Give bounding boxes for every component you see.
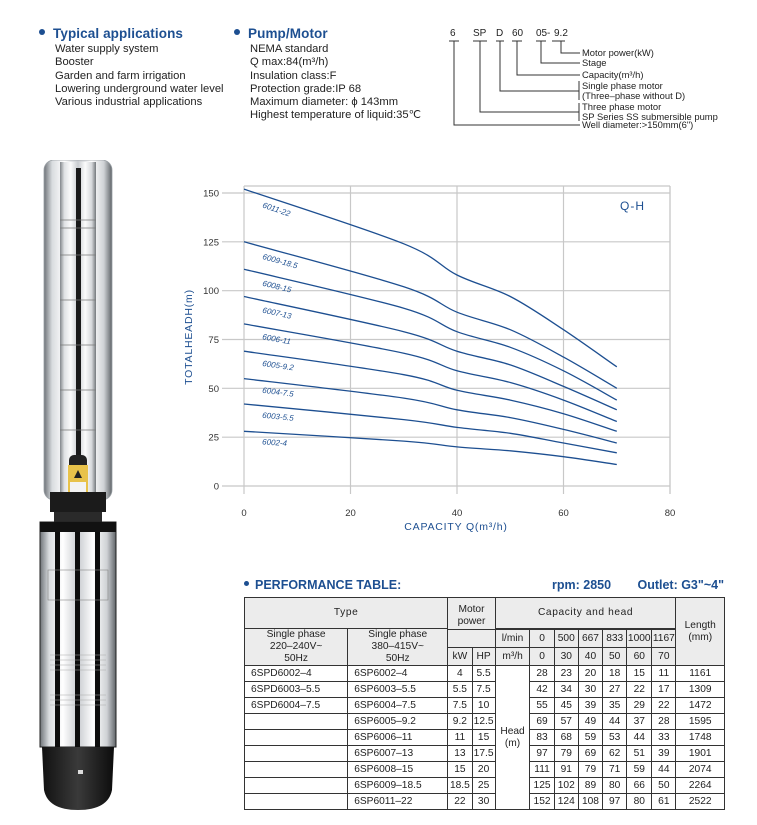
model-single-phase-220 xyxy=(245,714,348,730)
head-value: 23 xyxy=(554,666,578,682)
header-single-phase-220 xyxy=(245,629,348,666)
applications-title-text: Typical applications xyxy=(53,26,184,41)
code-token-well-diameter: 6 xyxy=(450,28,456,39)
spec-item: Protection grade:IP 68 xyxy=(250,82,362,95)
header-lmin-value: 667 xyxy=(578,630,602,648)
performance-table xyxy=(244,597,725,810)
model-single-phase-380: 6SP6006–11 xyxy=(348,730,448,746)
ticks xyxy=(203,189,675,520)
desc-line: Single phase motor xyxy=(582,80,663,91)
y-tick-label: 150 xyxy=(203,188,219,200)
head-value: 62 xyxy=(603,746,627,762)
power-kw: 11 xyxy=(448,730,472,746)
x-tick-label: 40 xyxy=(451,508,463,519)
head-value: 69 xyxy=(578,746,602,762)
head-value: 91 xyxy=(554,762,578,778)
head-value: 97 xyxy=(603,794,627,810)
series-label: 6011-22 xyxy=(261,200,292,219)
code-desc-stage xyxy=(582,58,607,68)
spec-item: Insulation class:F xyxy=(250,69,337,82)
header-length xyxy=(676,598,725,666)
head-value: 59 xyxy=(578,730,602,746)
header-m3h-value: 0 xyxy=(530,648,554,666)
table-row xyxy=(245,698,725,714)
application-item: Garden and farm irrigation xyxy=(55,69,186,82)
head-value: 18 xyxy=(603,666,627,682)
model-single-phase-220 xyxy=(245,794,348,810)
head-value: 22 xyxy=(627,682,652,698)
head-value: 30 xyxy=(578,682,602,698)
table-row xyxy=(245,714,725,730)
power-hp: 30 xyxy=(472,794,495,810)
header-hp: HP xyxy=(472,648,495,666)
power-kw: 15 xyxy=(448,762,472,778)
pump-image xyxy=(28,160,128,820)
head-value: 49 xyxy=(578,714,602,730)
power-hp: 5.5 xyxy=(472,666,495,682)
desc-line: Motor power(kW) xyxy=(582,47,654,58)
head-value: 39 xyxy=(578,698,602,714)
model-single-phase-220 xyxy=(245,762,348,778)
motor-body xyxy=(40,522,116,747)
y-tick-label: 75 xyxy=(208,335,219,346)
series-label: 6009-18.5 xyxy=(261,252,299,271)
head-value: 152 xyxy=(530,794,554,810)
header-line: 50Hz xyxy=(385,653,410,664)
pump-motor-section xyxy=(234,26,421,123)
spec-item: Maximum diameter: ϕ 143mm xyxy=(250,96,399,109)
bullet-icon xyxy=(39,29,45,35)
head-value: 45 xyxy=(554,698,578,714)
header-line: 220–240V~ xyxy=(269,641,323,652)
head-value: 11 xyxy=(652,666,676,682)
applications-section xyxy=(39,26,224,109)
header-m3h-value: 70 xyxy=(652,648,676,666)
model-single-phase-380: 6SP6011–22 xyxy=(348,794,448,810)
spec-item: Q max:84(m³/h) xyxy=(250,56,329,69)
head-value: 44 xyxy=(603,714,627,730)
code-token-series: SP xyxy=(473,28,487,39)
pump-motor-list xyxy=(250,43,421,123)
pump-body xyxy=(44,160,112,500)
code-desc-capacity xyxy=(582,70,643,80)
head-unit-label xyxy=(495,666,530,810)
head-value: 50 xyxy=(652,778,676,794)
head-value: 34 xyxy=(554,682,578,698)
warning-label xyxy=(68,465,88,495)
y-axis-label: TOTALHEADH(m) xyxy=(183,289,195,385)
code-token-stage: 05 xyxy=(536,28,548,39)
series-line-6009-18.5 xyxy=(244,242,617,388)
performance-table-body xyxy=(245,666,725,810)
header-motor-power xyxy=(448,598,495,630)
head-value: 55 xyxy=(530,698,554,714)
header-kw: kW xyxy=(448,648,472,666)
header-capacity-head: Capacity and head xyxy=(495,598,676,629)
application-item: Booster xyxy=(55,56,94,69)
head-value: 80 xyxy=(627,794,652,810)
model-single-phase-380: 6SP6005–9.2 xyxy=(348,714,448,730)
head-value: 61 xyxy=(652,794,676,810)
y-tick-label: 100 xyxy=(203,286,219,298)
applications-list xyxy=(55,43,224,109)
head-value: 57 xyxy=(554,714,578,730)
table-row xyxy=(245,682,725,698)
head-value: 42 xyxy=(530,682,554,698)
head-value: 125 xyxy=(530,778,554,794)
code-desc-well-diameter xyxy=(582,120,693,130)
head-value: 44 xyxy=(652,762,676,778)
head-value: 20 xyxy=(578,666,602,682)
desc-line: Capacity(m³/h) xyxy=(582,69,644,80)
power-kw: 7.5 xyxy=(448,698,472,714)
series-label: 6007-13 xyxy=(261,305,293,321)
header-m3h-value: 30 xyxy=(554,648,578,666)
spec-item: NEMA standard xyxy=(250,43,329,55)
power-kw: 5.5 xyxy=(448,682,472,698)
code-token-capacity: 60 xyxy=(512,28,524,39)
length-value: 1472 xyxy=(676,698,725,714)
header-spacer xyxy=(448,630,495,648)
head-value: 111 xyxy=(530,762,554,778)
header-single-phase-380 xyxy=(348,629,448,666)
head-value: 69 xyxy=(530,714,554,730)
head-value: 124 xyxy=(554,794,578,810)
desc-line: SP Series SS submersible pump xyxy=(582,111,718,122)
head-value: 15 xyxy=(627,666,652,682)
table-row xyxy=(245,730,725,746)
code-desc-phase xyxy=(582,81,685,101)
power-kw: 13 xyxy=(448,746,472,762)
head-value: 59 xyxy=(627,762,652,778)
series-line-6007-13 xyxy=(244,297,617,410)
desc-line: Stage xyxy=(582,57,607,68)
head-value: 79 xyxy=(578,762,602,778)
model-single-phase-220: 6SPD6004–7.5 xyxy=(245,698,348,714)
header-line: Motor xyxy=(458,604,485,615)
table-row xyxy=(245,762,725,778)
head-value: 39 xyxy=(652,746,676,762)
table-row xyxy=(245,666,725,682)
head-value: 80 xyxy=(603,778,627,794)
series-line-6005-9.2 xyxy=(244,351,617,431)
desc-line: Well diameter:>150mm(6") xyxy=(582,119,694,130)
head-value: 33 xyxy=(652,730,676,746)
header-line: Single phase xyxy=(368,629,428,640)
application-item: Water supply system xyxy=(55,43,159,55)
bullet-icon xyxy=(244,581,249,586)
header-lmin-value: 1000 xyxy=(627,630,652,648)
code-token-dash: - xyxy=(547,28,551,39)
power-hp: 12.5 xyxy=(472,714,495,730)
model-single-phase-380: 6SP6002–4 xyxy=(348,666,448,682)
pump-motor-title xyxy=(234,26,421,41)
series-line-6002-4 xyxy=(244,431,617,464)
header-line: 380–415V~ xyxy=(371,641,424,652)
power-hp: 10 xyxy=(472,698,495,714)
length-value: 1309 xyxy=(676,682,725,698)
outlet-value: Outlet: G3"~4" xyxy=(637,578,724,592)
power-kw: 18.5 xyxy=(448,778,472,794)
head-value: 53 xyxy=(603,730,627,746)
head-value: 68 xyxy=(554,730,578,746)
x-tick-label: 80 xyxy=(664,508,676,519)
series-label: 6008-15 xyxy=(261,278,293,295)
model-single-phase-380: 6SP6008–15 xyxy=(348,762,448,778)
length-value: 1161 xyxy=(676,666,725,682)
length-value: 1901 xyxy=(676,746,725,762)
series-line-6008-15 xyxy=(244,269,617,400)
head-unit: (m) xyxy=(504,737,521,749)
header-lmin-value: 833 xyxy=(603,630,627,648)
performance-title-text: PERFORMANCE TABLE: xyxy=(255,578,402,592)
x-tick-label: 0 xyxy=(241,508,247,519)
series-label: 6003-5.5 xyxy=(261,410,295,423)
rpm-value: rpm: 2850 xyxy=(552,578,612,592)
y-tick-label: 50 xyxy=(208,383,219,395)
series-label: 6002-4 xyxy=(261,437,288,448)
power-hp: 20 xyxy=(472,762,495,778)
header-line: Length xyxy=(684,619,716,631)
head-value: 71 xyxy=(603,762,627,778)
y-tick-label: 0 xyxy=(213,481,219,493)
model-single-phase-220 xyxy=(245,778,348,794)
series-label: 6006-11 xyxy=(261,332,292,347)
header-m3h-value: 60 xyxy=(627,648,652,666)
series-label: 6004-7.5 xyxy=(261,385,295,399)
header-lmin-value: 0 xyxy=(530,630,554,648)
model-single-phase-220: 6SPD6002–4 xyxy=(245,666,348,682)
model-single-phase-380: 6SP6007–13 xyxy=(348,746,448,762)
application-item: Lowering underground water level xyxy=(55,82,224,95)
head-value: 108 xyxy=(578,794,602,810)
power-hp: 25 xyxy=(472,778,495,794)
y-tick-label: 25 xyxy=(208,432,219,444)
length-value: 1595 xyxy=(676,714,725,730)
performance-header xyxy=(244,578,724,596)
model-single-phase-380: 6SP6004–7.5 xyxy=(348,698,448,714)
performance-title xyxy=(244,578,401,592)
head-value: 17 xyxy=(652,682,676,698)
power-kw: 4 xyxy=(448,666,472,682)
applications-title xyxy=(39,26,224,41)
desc-line: Three phase motor xyxy=(582,101,662,112)
code-token-power: 9.2 xyxy=(554,28,568,39)
length-value: 2522 xyxy=(676,794,725,810)
header-line: power xyxy=(457,616,486,627)
table-header-row xyxy=(245,598,725,629)
length-value: 2074 xyxy=(676,762,725,778)
head-value: 28 xyxy=(652,714,676,730)
model-code-diagram xyxy=(440,24,740,164)
header-line: Single phase xyxy=(266,629,326,640)
model-single-phase-380: 6SP6009–18.5 xyxy=(348,778,448,794)
head-value: 35 xyxy=(603,698,627,714)
head-value: 22 xyxy=(652,698,676,714)
power-kw: 22 xyxy=(448,794,472,810)
length-value: 2264 xyxy=(676,778,725,794)
chart-title: Q-H xyxy=(620,199,645,213)
code-token-phase: D xyxy=(496,28,504,39)
y-tick-label: 125 xyxy=(203,237,219,249)
head-value: 97 xyxy=(530,746,554,762)
pump-motor-title-text: Pump/Motor xyxy=(248,26,328,41)
head-value: 89 xyxy=(578,778,602,794)
spec-item: Highest temperature of liquid:35℃ xyxy=(250,109,422,122)
header-lmin-value: 1167 xyxy=(652,630,676,648)
qh-chart xyxy=(170,175,700,540)
table-row xyxy=(245,794,725,810)
head-value: 79 xyxy=(554,746,578,762)
header-type: Type xyxy=(245,598,448,629)
head-value: 66 xyxy=(627,778,652,794)
header-m3h-label: m³/h xyxy=(495,648,530,666)
series-label: 6005-9.2 xyxy=(261,358,295,373)
header-line: (mm) xyxy=(688,631,713,643)
header-lmin-label: l/min xyxy=(495,630,530,648)
header-lmin-value: 500 xyxy=(554,630,578,648)
series xyxy=(244,189,617,464)
motor-base xyxy=(42,747,114,810)
application-item: Various industrial applications xyxy=(55,96,203,109)
power-hp: 17.5 xyxy=(472,746,495,762)
qh-chart-svg xyxy=(170,175,700,540)
power-hp: 15 xyxy=(472,730,495,746)
model-single-phase-220 xyxy=(245,730,348,746)
head-value: 83 xyxy=(530,730,554,746)
length-value: 1748 xyxy=(676,730,725,746)
x-tick-label: 60 xyxy=(558,508,569,519)
power-kw: 9.2 xyxy=(448,714,472,730)
bullet-icon xyxy=(234,29,240,35)
head-value: 51 xyxy=(627,746,652,762)
header-line: 50Hz xyxy=(284,653,308,664)
series-line-6006-11 xyxy=(244,324,617,422)
desc-line: (Three–phase without D) xyxy=(582,90,686,101)
table-row xyxy=(245,778,725,794)
model-single-phase-380: 6SP6003–5.5 xyxy=(348,682,448,698)
power-hp: 7.5 xyxy=(472,682,495,698)
head-value: 28 xyxy=(530,666,554,682)
head-value: 44 xyxy=(627,730,652,746)
head-value: 29 xyxy=(627,698,652,714)
head-value: 37 xyxy=(627,714,652,730)
model-single-phase-220: 6SPD6003–5.5 xyxy=(245,682,348,698)
table-row xyxy=(245,746,725,762)
header-m3h-value: 40 xyxy=(578,648,602,666)
head-value: 102 xyxy=(554,778,578,794)
x-axis-label: CAPACITY Q(m³/h) xyxy=(404,521,508,533)
header-m3h-value: 50 xyxy=(603,648,627,666)
x-tick-label: 20 xyxy=(345,508,356,519)
model-single-phase-220 xyxy=(245,746,348,762)
head-label: Head xyxy=(500,725,525,737)
head-value: 27 xyxy=(603,682,627,698)
